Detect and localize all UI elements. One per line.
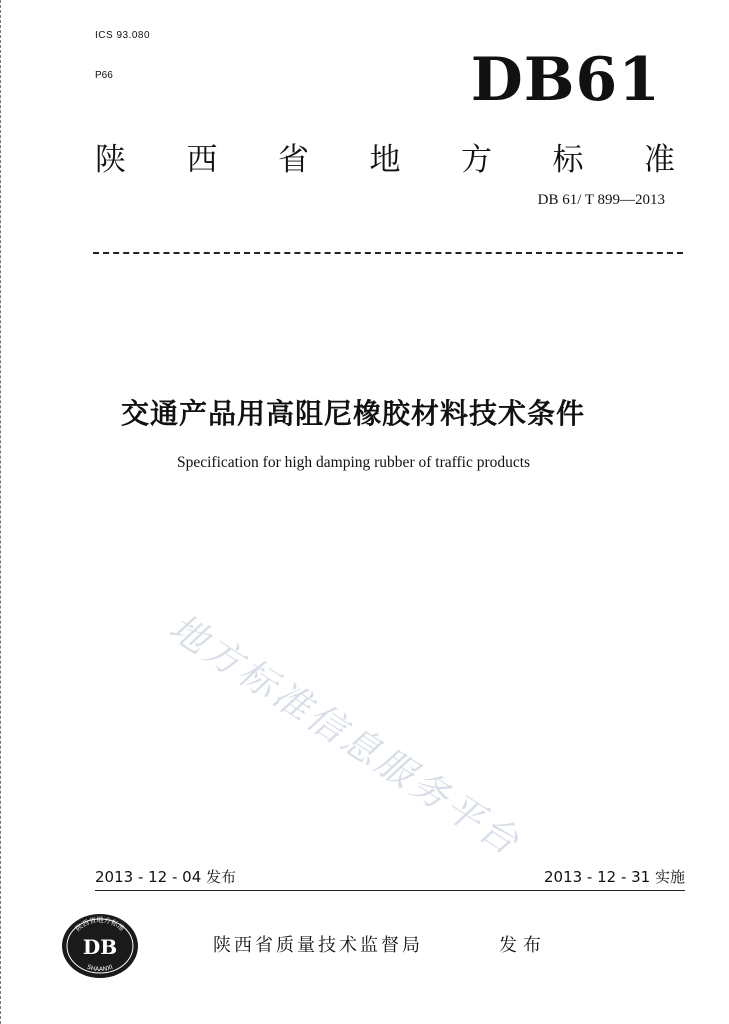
standard-type-char: 标 — [552, 142, 584, 178]
title-chinese: 交通产品用高阻尼橡胶材料技术条件 — [121, 397, 586, 430]
standard-type-char: 省 — [278, 142, 309, 178]
ccs-code: P66 — [95, 70, 113, 81]
binding-edge — [0, 0, 4, 1024]
watermark: 地方标准信息服务平台 — [161, 605, 529, 865]
standard-number: DB 61/ T 899—2013 — [537, 192, 665, 208]
issuer-action: 发布 — [499, 935, 547, 956]
seal-center-text: DB — [82, 935, 118, 959]
standard-type-char: 地 — [369, 142, 401, 178]
issuer-seal-icon — [60, 912, 140, 980]
date-row — [95, 866, 685, 891]
seal-arc-text: 陕西省地方标准 — [74, 916, 126, 934]
standard-type — [95, 134, 675, 179]
standard-type-char: 方 — [461, 142, 492, 178]
standard-type-char: 准 — [644, 142, 675, 178]
standard-type-char: 西 — [186, 142, 218, 178]
issuer-name: 陕西省质量技术监督局 — [213, 935, 423, 956]
title-english: Specification for high damping rubber of traffic products — [177, 454, 531, 471]
implementation-date: 2013 - 12 - 31 实施 — [543, 868, 685, 886]
issue-date: 2013 - 12 - 04 发布 — [95, 868, 237, 886]
seal-bottom-text: SHAANXI — [86, 963, 114, 974]
standard-type-char: 陕 — [95, 142, 126, 178]
header-divider — [93, 252, 683, 254]
db-logo: DB61 — [470, 45, 661, 115]
ics-code: ICS 93.080 — [95, 30, 151, 41]
